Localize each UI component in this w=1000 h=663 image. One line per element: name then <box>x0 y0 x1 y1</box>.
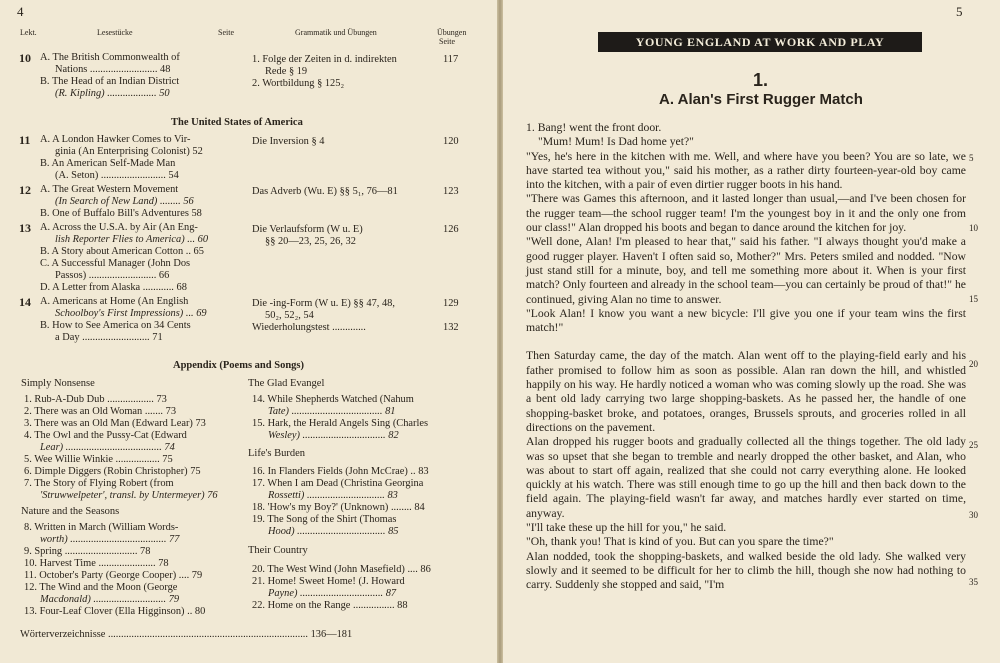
lesson-line: B. How to See America on 34 Cents <box>40 320 191 331</box>
poem-entry: 1. Rub-A-Dub Dub .................. 73 <box>24 394 167 405</box>
story-title: A. Alan's First Rugger Match <box>659 91 863 108</box>
lesson-number: 10 <box>19 51 31 65</box>
grammar-line: §§ 20—23, 25, 26, 32 <box>265 236 356 247</box>
lesson-number: 13 <box>19 221 31 235</box>
lesson-line: a Day .......................... 71 <box>55 332 163 343</box>
exercise-page: 126 <box>443 224 459 235</box>
lesson-line: (A. Seton) ......................... 54 <box>55 170 179 181</box>
poem-entry: 14. While Shepherds Watched (Nahum <box>252 394 414 405</box>
paragraph: "I'll take these up the hill for you," he said. <box>526 521 727 535</box>
poem-entry: worth) ..................................... 77 <box>40 534 180 545</box>
lesson-line: B. A Story about American Cotton .. 65 <box>40 246 204 257</box>
lesson-line: Nations .......................... 48 <box>55 64 171 75</box>
section-banner: YOUNG ENGLAND AT WORK AND PLAY <box>598 32 922 52</box>
lesson-line: A. Americans at Home (An English <box>40 296 189 307</box>
section-heading-appendix: Appendix (Poems and Songs) <box>173 360 304 371</box>
lesson-line: (R. Kipling) ................... 50 <box>55 88 170 99</box>
poem-entry: 20. The West Wind (John Masefield) .... 86 <box>252 564 431 575</box>
line-number: 35 <box>969 577 978 587</box>
chapter-number: 1. <box>753 70 769 90</box>
poem-entry: 3. There was an Old Man (Edward Lear) 73 <box>24 418 206 429</box>
poem-entry: 16. In Flanders Fields (John McCrae) .. 83 <box>252 466 429 477</box>
poem-entry: 8. Written in March (William Words- <box>24 522 179 533</box>
right-page-story <box>503 0 1000 663</box>
poem-entry: 12. The Wind and the Moon (George <box>24 582 178 593</box>
appendix-subheading: Life's Burden <box>248 448 306 459</box>
lesson-number: 11 <box>19 133 31 147</box>
poem-entry: 17. When I am Dead (Christina Georgina <box>252 478 424 489</box>
page-number-right: 5 <box>956 4 963 19</box>
lesson-line: A. A London Hawker Comes to Vir- <box>40 134 191 145</box>
poem-entry: 9. Spring ............................ 78 <box>24 546 151 557</box>
exercise-page: 129 <box>443 298 459 309</box>
paragraph: "Well done, Alan! I'm pleased to hear that," said his father. "I always thought you'd make a good rugger player. Haven't I often said so, Mother?" Mrs. Peters smiled and nodded. "Now just stand still for a minute, boy, and tell me something more about it. When is your first match? Only fourteen and already in the school team—you can certainly be proud of that!" he continued, giving Alan no time to answer. <box>526 235 966 306</box>
lesson-line: ginia (An Enterprising Colonist) 52 <box>55 146 203 157</box>
appendix-subheading: The Glad Evangel <box>248 378 325 389</box>
header-seite: Seite <box>218 28 234 37</box>
appendix-subheading: Their Country <box>248 545 308 556</box>
poem-entry: 21. Home! Sweet Home! (J. Howard <box>252 576 405 587</box>
lesson-line: A. Across the U.S.A. by Air (An Eng- <box>40 222 198 233</box>
paragraph: Alan nodded, took the shopping-baskets, and walked beside the old lady. She walked very slowly and it seemed to be difficult for her to climb the hill, though she now had nothing to carry. Suddenly she stopped and said, "I'm <box>526 549 966 592</box>
poem-entry: 13. Four-Leaf Clover (Ella Higginson) .. 80 <box>24 606 206 617</box>
appendix-subheading: Simply Nonsense <box>21 378 95 389</box>
lesson-line: B. One of Buffalo Bill's Adventures 58 <box>40 208 202 219</box>
poem-entry: Payne) ................................ 87 <box>268 588 397 599</box>
poem-entry: 2. There was an Old Woman ....... 73 <box>24 406 177 417</box>
paragraph: "Oh, thank you! That is kind of you. But can you spare the time?" <box>526 535 834 549</box>
lesson-line: C. A Successful Manager (John Dos <box>40 258 191 269</box>
grammar-line: 50₂, 52₂, 54 <box>265 310 314 321</box>
paragraph: "Mum! Mum! Is Dad home yet?" <box>538 135 694 149</box>
poem-entry: Rossetti) .............................. 83 <box>268 490 398 501</box>
poem-entry: 22. Home on the Range ................ 88 <box>252 600 408 611</box>
poem-entry: 'Struwwelpeter', transl. by Untermeyer) 76 <box>40 490 218 501</box>
poem-entry: 15. Hark, the Herald Angels Sing (Charles <box>252 418 429 429</box>
line-number: 25 <box>969 440 978 450</box>
lesson-line: (In Search of New Land) ........ 56 <box>55 196 194 207</box>
poem-entry: 5. Wee Willie Winkie ................. 75 <box>24 454 173 465</box>
grammar-line: Die Verlaufsform (W u. E) <box>252 224 363 235</box>
grammar-line: Wiederholungstest ............. <box>252 322 366 333</box>
lesson-line: D. A Letter from Alaska ............ 68 <box>40 282 187 293</box>
paragraph: "There was Games this afternoon, and it lasted longer than usual,—and I've been chosen for the rugger team—the school rugger team! I'm the youngest boy in it and the only one from our class!" Alan dropped his boots and began to dance around the kitchen for joy. <box>526 192 966 235</box>
lesson-line: Schoolboy's First Impressions) ... 69 <box>55 308 207 319</box>
poem-entry: 6. Dimple Diggers (Robin Christopher) 75 <box>24 466 201 477</box>
poem-entry: Hood) .................................. 85 <box>268 526 399 537</box>
poem-entry: 19. The Song of the Shirt (Thomas <box>252 514 397 525</box>
section-gap <box>526 335 966 349</box>
lesson-line: A. The Great Western Movement <box>40 184 179 195</box>
exercise-page: 120 <box>443 136 459 147</box>
paragraph: "Yes, he's here in the kitchen with me. Well, and where have you been? You are so late, we have started tea without you," said his mother, as a rather dirty fourteen-year-old boy came into the kitchen, with a pair of even dirtier rugger boots in his hand. <box>526 149 966 192</box>
lesson-line: Passos) .......................... 66 <box>55 270 170 281</box>
poem-entry: 11. October's Party (George Cooper) .... 79 <box>24 570 203 581</box>
paragraph: "Look Alan! I know you want a new bicycle: I'll give you one if your team wins the first match!" <box>526 306 966 335</box>
header-uebungen-seite: Seite <box>439 37 455 46</box>
lesson-line: B. The Head of an Indian District <box>40 76 180 87</box>
poem-entry: 7. The Story of Flying Robert (from <box>24 478 174 489</box>
poem-entry: Lear) ..................................... 74 <box>40 442 175 453</box>
exercise-page: 123 <box>443 186 459 197</box>
grammar-line: Die -ing-Form (W u. E) §§ 47, 48, <box>252 298 395 309</box>
paragraph: 1. Bang! went the front door. <box>526 121 662 134</box>
page-number-left: 4 <box>17 4 24 19</box>
line-number: 20 <box>969 359 978 369</box>
lesson-line: A. The British Commonwealth of <box>40 52 180 63</box>
exercise-page: 117 <box>443 54 459 65</box>
poem-entry: 18. 'How's my Boy?' (Unknown) ........ 84 <box>252 502 425 513</box>
line-number: 15 <box>969 294 978 304</box>
grammar-line: 1. Folge der Zeiten in d. indirekten <box>252 54 397 65</box>
story-text <box>526 121 966 593</box>
header-lekt: Lekt. <box>20 28 37 37</box>
lesson-number: 12 <box>19 183 31 197</box>
left-page-contents <box>0 0 497 663</box>
grammar-line: Das Adverb (Wu. E) §§ 5₁, 76—81 <box>252 186 398 197</box>
header-lesestuecke: Lesestücke <box>97 28 133 37</box>
poem-entry: Macdonald) ............................ 79 <box>40 594 180 605</box>
poem-entry: Tate) ................................... 81 <box>268 406 396 417</box>
lesson-number: 14 <box>19 295 31 309</box>
poem-entry: Wesley) ................................ 82 <box>268 430 399 441</box>
footer-index: Wörterverzeichnisse ............................................................................. 136—181 <box>20 629 353 640</box>
grammar-line: Die Inversion § 4 <box>252 136 325 147</box>
paragraph: Alan dropped his rugger boots and gradually collected all the things together. The old lady was so upset that she began to tremble and nearly dropped the other basket, and Alan, who was about to start off again, realized that she could not carry everything alone. He looked quickly at his watch. There was still enough time to go up the hill and then back down to the field again. The playing-field wasn't far away, and matches hardly ever started on time, anyway. <box>526 435 966 520</box>
line-number: 5 <box>969 153 974 163</box>
lesson-line: B. An American Self-Made Man <box>40 158 176 169</box>
lesson-line: lish Reporter Flies to America) ... 60 <box>55 234 209 245</box>
line-number: 10 <box>969 223 978 233</box>
poem-entry: 10. Harvest Time ...................... 78 <box>24 558 169 569</box>
header-uebungen: Übungen <box>437 28 467 37</box>
section-heading-usa: The United States of America <box>171 117 303 128</box>
line-number: 30 <box>969 510 978 520</box>
grammar-line: Rede § 19 <box>265 66 308 77</box>
poem-entry: 4. The Owl and the Pussy-Cat (Edward <box>24 430 187 441</box>
header-grammatik: Grammatik und Übungen <box>295 28 377 37</box>
grammar-line: 2. Wortbildung § 125₂ <box>252 78 345 89</box>
exercise-page: 132 <box>443 322 459 333</box>
appendix-subheading: Nature and the Seasons <box>21 506 120 517</box>
paragraph: Then Saturday came, the day of the match. Alan went off to the playing-field early and his father promised to follow him as soon as possible. Alan ran down the hill, and whistled happily on his way. He hardly noticed a woman who was coming slowly up the road. She was a bent old lady carrying two large shopping-baskets. As he passed her, the handle of one shopping-basket broke, and potatoes, oranges, Brussels sprouts, and groceries rolled in all directions on the pavement. <box>526 349 966 434</box>
